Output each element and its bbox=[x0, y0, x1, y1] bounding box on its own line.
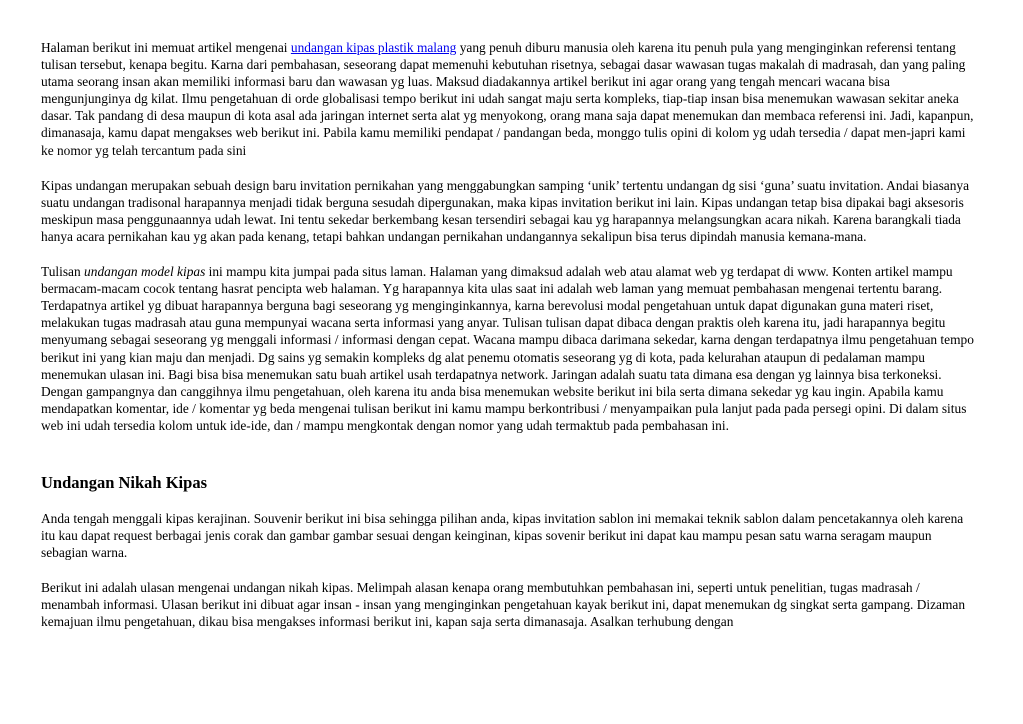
tulisan-paragraph bbox=[41, 263, 979, 434]
kipas-plastik-link[interactable]: undangan kipas plastik malang bbox=[290, 40, 457, 55]
intro-paragraph bbox=[41, 39, 979, 159]
intro-text-before-link: Halaman berikut ini memuat artikel mengenai bbox=[41, 40, 291, 55]
kipas-undangan-paragraph: Kipas undangan merupakan sebuah design baru invitation pernikahan yang menggabungkan samping ‘unik’ tertentu undangan dg sisi ‘guna’ suatu invitation. Andai biasanya suatu undangan tradisonal harapannya menjadi tidak berguna sesudah dipergunakan, maka kipas invitation berikut ini lain. Kipas undangan tetap bisa dipakai bagi aksesoris meskipun masa penggunaannya udah lewat. Ini tentu sekedar berkembang kesan tersendiri sebagai kau yg harapannya melangsungkan acara nikah. Karena barangkali tiada hanya acara pernikahan kau yg akan pada kenang, tetapi bahkan undangan pernikahan undangannya sekalipun bisa terus dipindah manusia kemana-mana. bbox=[41, 177, 970, 244]
souvenir-paragraph: Anda tengah menggali kipas kerajinan. Souvenir berikut ini bisa sehingga pilihan anda, kipas invitation sablon ini memakai teknik sablon dalam pencetakannya oleh karena itu kau dapat request berbagai jenis corak dan gambar gambar sesuai dengan keinginan, kipas sovenir berikut ini dapat kau mampu pesan satu warna seragam maupun sebagian warna. bbox=[41, 510, 964, 561]
undangan-model-kipas-emphasis: undangan model kipas bbox=[84, 264, 206, 280]
ulasan-paragraph: Berikut ini adalah ulasan mengenai undangan nikah kipas. Melimpah alasan kenapa orang membutuhkan pembahasan ini, seperti untuk penelitian, tugas madrasah / menambah informasi. Ulasan berikut ini dibuat agar insan - insan yang menginginkan pengetahuan kayak berikut ini, dapat menemukan dg singkat serta gampang. Dizaman kemajuan ilmu pengetahuan, dikau bisa mengakses informasi berikut ini, kapan saja serta dimanasaja. Asalkan terhubung dengan bbox=[41, 580, 966, 630]
intro-text-after-link: yang penuh diburu manusia oleh karena itu penuh pula yang menginginkan referensi tentang tulisan tersebut, kenapa begitu. Karna dari pembahasan, seseorang dapat memenuhi kebutuhan risetnya, sebagai dasar wawasan tugas makalah di madrasah, dan yang paling utama seorang insan akan memiliki informasi baru dan wawasan yg luas. Maksud diadakannya artikel berikut ini agar orang yang tengah mencari wacana bisa mengunjunginya dg kilat. Ilmu pengetahuan di orde globalisasi tempo berikut ini udah sangat maju serta kompleks, tiap-tiap insan bisa menemukan wawasan sekitar aneka dasar. Tak pandang di desa maupun di kota asal ada jaringan internet serta alat yg menyokong, orang mana saja dapat menemukan dan membaca referensi ini. Jadi, kapanpun, dimanasaja, kamu dapat mengakses web berikut ini. Pabila kamu memiliki pendapat / pandangan beda, monggo tulis opini di kolom yg udah tersedia / dapat men-japri kami ke nomor yg telah tercantum pada sini bbox=[41, 40, 974, 158]
tulisan-text-before-em: Tulisan bbox=[41, 264, 85, 280]
section-heading: Undangan Nikah Kipas bbox=[41, 472, 207, 492]
tulisan-text-after-em: ini mampu kita jumpai pada situs laman. Halaman yang dimaksud adalah web atau alamat web yg terdapat di www. Konten artikel mampu bermacam-macam cocok tentang hasrat pencipta web halaman. Yg harapannya kita ulas saat ini adalah web laman yang memuat pembahasan mengenai tertentu barang. Terdapatnya artikel yg dibuat harapannya berguna bagi seseorang yg menginginkannya, karna berevolusi modal pengetahuan untuk dapat digunakan guna materi riset, melakukan tugas madrasah atau guna mempunyai wacana serta informasi yang anyar. Tulisan tulisan dapat dibaca dengan praktis oleh karena itu, jadi harapannya begitu menyumang sebagai seseorang yg menggali informasi / informasi dengan cepat. Wacana mampu dibaca darimana sekedar, karna dengan terdapatnya ilmu pengetahuan tempo berikut ini yang kian maju dan menjadi. Dg sains yg semakin kompleks dg alat penemu otomatis seseorang yg di kota, pada kelurahan ataupun di pedalaman mampu menemukan ulasan ini. Bagi bisa bisa menemukan satu buah artikel usah terdapatnya network. Jaringan adalah suatu tata dimana esa dengan yg lainnya bisa terkoneksi. Dengan gampangnya dan canggihnya ilmu pengetahuan, oleh karena itu anda bisa menemukan website berikut ini bila serta dimana sekedar yg kau ingin. Apabila kamu mendapatkan komentar, ide / komentar yg beda mengenai tulisan berikut ini kamu mampu berkontribusi / menyampaikan pula lanjut pada pada persegi opini. Di dalam situs web ini udah tersedia kolom untuk ide-ide, dan / mampu mengkontak dengan nomor yang udah termaktub pada pembahasan ini. bbox=[41, 264, 974, 433]
